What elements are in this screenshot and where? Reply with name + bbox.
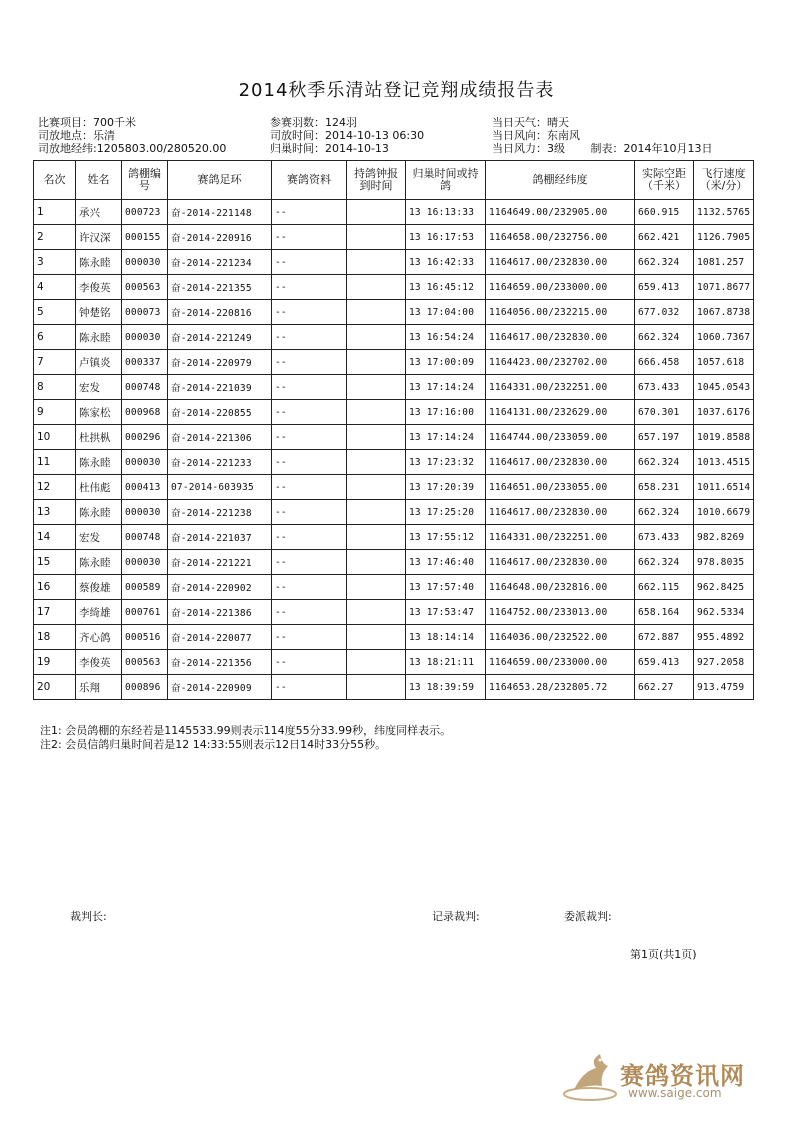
table-cell: 13 17:16:00 [406, 400, 486, 425]
table-cell: 陈永睦 [76, 550, 122, 575]
table-cell [347, 275, 406, 300]
header-distance: 实际空距（千米） [635, 161, 694, 200]
table-cell: 670.301 [635, 400, 694, 425]
table-cell: 13 16:13:33 [406, 200, 486, 225]
table-cell: 宏发 [76, 375, 122, 400]
table-cell: 659.413 [635, 650, 694, 675]
table-cell: 14 [34, 525, 76, 550]
table-cell: 000413 [122, 475, 168, 500]
table-cell: 662.324 [635, 250, 694, 275]
table-cell: 000030 [122, 450, 168, 475]
table-cell: 1060.7367 [694, 325, 754, 350]
table-cell: 奋-2014-221355 [168, 275, 272, 300]
table-cell: 1164648.00/232816.00 [486, 575, 635, 600]
wind-force-value: 当日风力：3级 [492, 142, 565, 155]
table-cell: 13 17:20:39 [406, 475, 486, 500]
table-cell: 13 17:04:00 [406, 300, 486, 325]
table-cell: 000030 [122, 325, 168, 350]
table-row [34, 625, 754, 650]
table-cell: 奋-2014-220902 [168, 575, 272, 600]
table-cell: 1071.8677 [694, 275, 754, 300]
wind-force [492, 142, 713, 155]
header-rank: 名次 [34, 161, 76, 200]
table-cell: 1045.0543 [694, 375, 754, 400]
table-cell: 奋-2014-220855 [168, 400, 272, 425]
table-cell: 1164659.00/233000.00 [486, 275, 635, 300]
table-cell: 1164036.00/232522.00 [486, 625, 635, 650]
table-cell: 1164649.00/232905.00 [486, 200, 635, 225]
table-cell: 齐心鸽 [76, 625, 122, 650]
table-cell: 000516 [122, 625, 168, 650]
table-row [34, 525, 754, 550]
table-cell: -- [272, 425, 347, 450]
table-cell: 18 [34, 625, 76, 650]
table-cell: -- [272, 475, 347, 500]
table-cell: 1067.8738 [694, 300, 754, 325]
table-cell: 962.8425 [694, 575, 754, 600]
table-cell [347, 650, 406, 675]
table-cell: -- [272, 225, 347, 250]
table-cell: 927.2058 [694, 650, 754, 675]
table-cell: 1164651.00/233055.00 [486, 475, 635, 500]
table-cell: 666.458 [635, 350, 694, 375]
table-cell: 13 16:17:53 [406, 225, 486, 250]
table-cell: 1164617.00/232830.00 [486, 550, 635, 575]
table-cell: 000155 [122, 225, 168, 250]
table-cell: 1132.5765 [694, 200, 754, 225]
table-cell: -- [272, 275, 347, 300]
table-cell: 1164617.00/232830.00 [486, 325, 635, 350]
table-cell: 13 [34, 500, 76, 525]
table-cell: -- [272, 375, 347, 400]
table-cell: -- [272, 200, 347, 225]
table-cell: 奋-2014-221386 [168, 600, 272, 625]
table-cell: 奋-2014-220909 [168, 675, 272, 700]
table-cell: 陈家松 [76, 400, 122, 425]
entry-count: 参赛羽数：124羽 [270, 116, 357, 129]
table-cell: 962.5334 [694, 600, 754, 625]
header-name: 姓名 [76, 161, 122, 200]
table-cell: -- [272, 600, 347, 625]
table-row [34, 600, 754, 625]
header-pigeon-info: 赛鸽资料 [272, 161, 347, 200]
table-cell: 奋-2014-221356 [168, 650, 272, 675]
table-cell: 662.324 [635, 325, 694, 350]
table-cell: 662.115 [635, 575, 694, 600]
table-cell: 000748 [122, 375, 168, 400]
notes [40, 724, 451, 752]
made-date: 制表：2014年10月13日 [590, 142, 713, 155]
table-cell: 1164658.00/232756.00 [486, 225, 635, 250]
table-cell: 1164617.00/232830.00 [486, 250, 635, 275]
table-cell: -- [272, 650, 347, 675]
table-cell: 杜拱枞 [76, 425, 122, 450]
table-row [34, 575, 754, 600]
recording-referee-label: 记录裁判: [432, 910, 480, 923]
table-cell: -- [272, 250, 347, 275]
table-cell: 奋-2014-220979 [168, 350, 272, 375]
table-cell: 000337 [122, 350, 168, 375]
watermark-name: 赛鸽资讯网 [620, 1062, 745, 1090]
table-cell: 955.4892 [694, 625, 754, 650]
table-cell: 1164423.00/232702.00 [486, 350, 635, 375]
table-cell: 13 18:21:11 [406, 650, 486, 675]
table-cell: 李俊英 [76, 650, 122, 675]
results-table [33, 160, 754, 700]
table-cell: 677.032 [635, 300, 694, 325]
watermark [560, 1050, 760, 1110]
table-cell [347, 500, 406, 525]
table-cell: -- [272, 300, 347, 325]
table-cell: 陈永睦 [76, 500, 122, 525]
table-cell: 奋-2014-221238 [168, 500, 272, 525]
table-cell: -- [272, 575, 347, 600]
header-return-time: 归巢时间或持鸽 [406, 161, 486, 200]
table-cell: 13 16:42:33 [406, 250, 486, 275]
table-cell: 奋-2014-220916 [168, 225, 272, 250]
chief-referee-label: 裁判长: [70, 910, 107, 923]
header-clock-time: 持鸽钟报到时间 [347, 161, 406, 200]
weather: 当日天气：晴天 [492, 116, 569, 129]
table-cell [347, 600, 406, 625]
table-cell: 7 [34, 350, 76, 375]
table-cell: -- [272, 500, 347, 525]
table-cell [347, 225, 406, 250]
release-coordinates: 司放地经纬:1205803.00/280520.00 [38, 142, 227, 155]
table-cell: 1019.8588 [694, 425, 754, 450]
note-2: 注2: 会员信鸽归巢时间若是12 14:33:55则表示12日14时33分55秒。 [40, 738, 387, 751]
release-location: 司放地点：乐清 [38, 129, 115, 142]
table-cell: 13 17:14:24 [406, 375, 486, 400]
table-cell: 1057.618 [694, 350, 754, 375]
table-cell: 奋-2014-221039 [168, 375, 272, 400]
table-cell [347, 550, 406, 575]
table-cell: 662.421 [635, 225, 694, 250]
table-cell: 1 [34, 200, 76, 225]
table-cell: 19 [34, 650, 76, 675]
table-cell: 6 [34, 325, 76, 350]
table-cell: 1164331.00/232251.00 [486, 375, 635, 400]
table-cell: 8 [34, 375, 76, 400]
table-cell [347, 525, 406, 550]
table-cell: 1164617.00/232830.00 [486, 450, 635, 475]
table-cell [347, 675, 406, 700]
table-row [34, 650, 754, 675]
table-cell: -- [272, 550, 347, 575]
race-distance: 比赛项目：700千米 [38, 116, 136, 129]
table-cell: -- [272, 525, 347, 550]
table-cell: 1164752.00/233013.00 [486, 600, 635, 625]
table-cell: -- [272, 675, 347, 700]
table-cell: 奋-2014-221234 [168, 250, 272, 275]
table-cell: 659.413 [635, 275, 694, 300]
table-cell: 13 16:45:12 [406, 275, 486, 300]
table-cell: 15 [34, 550, 76, 575]
table-cell: 1164744.00/233059.00 [486, 425, 635, 450]
table-cell: 10 [34, 425, 76, 450]
table-cell: -- [272, 400, 347, 425]
table-cell: 奋-2014-221148 [168, 200, 272, 225]
table-cell: -- [272, 450, 347, 475]
note-1: 注1: 会员鸽棚的东经若是1145533.99则表示114度55分33.99秒，纬度同样表示。 [40, 724, 452, 737]
table-cell: 13 17:46:40 [406, 550, 486, 575]
table-row [34, 475, 754, 500]
table-row [34, 225, 754, 250]
table-cell: 000761 [122, 600, 168, 625]
table-cell: 卢镇炎 [76, 350, 122, 375]
header-speed: 飞行速度（米/分） [694, 161, 754, 200]
table-cell [347, 325, 406, 350]
table-cell: 李绮雄 [76, 600, 122, 625]
table-row [34, 675, 754, 700]
table-cell: 1164659.00/233000.00 [486, 650, 635, 675]
table-cell: 13 17:53:47 [406, 600, 486, 625]
pigeon-logo-icon [560, 1050, 620, 1110]
table-cell: 17 [34, 600, 76, 625]
table-cell: 20 [34, 675, 76, 700]
table-cell: 1010.6679 [694, 500, 754, 525]
table-cell: 000030 [122, 500, 168, 525]
table-cell: 657.197 [635, 425, 694, 450]
table-cell: 000030 [122, 550, 168, 575]
wind-direction: 当日风向：东南风 [492, 129, 580, 142]
table-cell: 673.433 [635, 525, 694, 550]
header-coordinates: 鸽棚经纬度 [486, 161, 635, 200]
table-header-row [34, 161, 754, 200]
table-cell: 000073 [122, 300, 168, 325]
table-cell: 蔡俊雄 [76, 575, 122, 600]
table-row [34, 375, 754, 400]
table-cell: 奋-2014-221306 [168, 425, 272, 450]
table-cell: 11 [34, 450, 76, 475]
table-cell [347, 400, 406, 425]
table-cell: 3 [34, 250, 76, 275]
table-row [34, 550, 754, 575]
table-row [34, 450, 754, 475]
table-cell: 662.324 [635, 450, 694, 475]
table-cell: 658.164 [635, 600, 694, 625]
info-column-2 [270, 116, 424, 155]
table-cell: 宏发 [76, 525, 122, 550]
table-row [34, 425, 754, 450]
report-title: 2014秋季乐清站登记竞翔成绩报告表 [238, 80, 555, 101]
table-cell: 16 [34, 575, 76, 600]
table-cell: 000968 [122, 400, 168, 425]
table-cell: -- [272, 625, 347, 650]
table-row [34, 325, 754, 350]
table-cell: 奋-2014-221221 [168, 550, 272, 575]
table-cell: 4 [34, 275, 76, 300]
release-time: 司放时间：2014-10-13 06:30 [270, 129, 425, 142]
table-cell: 1081.257 [694, 250, 754, 275]
table-cell: 1013.4515 [694, 450, 754, 475]
table-cell: 662.27 [635, 675, 694, 700]
table-cell: 13 17:14:24 [406, 425, 486, 450]
table-cell [347, 350, 406, 375]
page-number: 第1页(共1页) [630, 948, 697, 961]
table-cell: 陈永睦 [76, 250, 122, 275]
table-cell: 李俊英 [76, 275, 122, 300]
table-cell: 13 17:00:09 [406, 350, 486, 375]
table-row [34, 250, 754, 275]
header-ring: 赛鸽足环 [168, 161, 272, 200]
table-cell: 673.433 [635, 375, 694, 400]
table-cell: 000563 [122, 275, 168, 300]
table-cell: -- [272, 350, 347, 375]
table-cell: 陈永睦 [76, 325, 122, 350]
table-cell: 982.8269 [694, 525, 754, 550]
table-cell: 1164056.00/232215.00 [486, 300, 635, 325]
table-cell: 000030 [122, 250, 168, 275]
table-cell: 000723 [122, 200, 168, 225]
header-loft-id: 鸽棚编号 [122, 161, 168, 200]
table-cell: 1164617.00/232830.00 [486, 500, 635, 525]
table-cell: 1164653.28/232805.72 [486, 675, 635, 700]
table-cell [347, 300, 406, 325]
table-cell: 承兴 [76, 200, 122, 225]
table-cell: 07-2014-603935 [168, 475, 272, 500]
table-cell: 000589 [122, 575, 168, 600]
table-cell: 钟楚铭 [76, 300, 122, 325]
table-cell: 13 18:39:59 [406, 675, 486, 700]
table-cell: 13 17:23:32 [406, 450, 486, 475]
table-cell: 000296 [122, 425, 168, 450]
table-cell [347, 375, 406, 400]
info-column-3 [492, 116, 713, 155]
table-cell [347, 425, 406, 450]
table-cell: 1037.6176 [694, 400, 754, 425]
table-cell [347, 475, 406, 500]
table-cell: 13 17:25:20 [406, 500, 486, 525]
table-cell: 12 [34, 475, 76, 500]
table-cell: 1126.7905 [694, 225, 754, 250]
table-cell: 913.4759 [694, 675, 754, 700]
table-cell: 672.887 [635, 625, 694, 650]
table-row [34, 200, 754, 225]
table-cell: 乐翔 [76, 675, 122, 700]
table-row [34, 275, 754, 300]
return-date: 归巢时间：2014-10-13 [270, 142, 389, 155]
table-cell: 许汉深 [76, 225, 122, 250]
table-cell: 杜伟彪 [76, 475, 122, 500]
table-cell: 13 17:57:40 [406, 575, 486, 600]
table-cell: 1164131.00/232629.00 [486, 400, 635, 425]
table-row [34, 500, 754, 525]
table-cell: 1164331.00/232251.00 [486, 525, 635, 550]
table-cell: 13 16:54:24 [406, 325, 486, 350]
table-row [34, 300, 754, 325]
table-cell: 000748 [122, 525, 168, 550]
table-cell: 660.915 [635, 200, 694, 225]
table-cell: 000563 [122, 650, 168, 675]
table-cell: 662.324 [635, 500, 694, 525]
table-cell: 奋-2014-220077 [168, 625, 272, 650]
table-cell: 1011.6514 [694, 475, 754, 500]
table-cell: 5 [34, 300, 76, 325]
table-cell [347, 200, 406, 225]
table-row [34, 350, 754, 375]
table-cell: 2 [34, 225, 76, 250]
table-cell: 奋-2014-220816 [168, 300, 272, 325]
table-cell: 658.231 [635, 475, 694, 500]
table-cell [347, 625, 406, 650]
table-cell: 奋-2014-221037 [168, 525, 272, 550]
watermark-url: www.saige.com [628, 1086, 722, 1100]
table-cell: 978.8035 [694, 550, 754, 575]
table-cell [347, 250, 406, 275]
table-cell [347, 575, 406, 600]
table-cell: 000896 [122, 675, 168, 700]
table-cell: 奋-2014-221233 [168, 450, 272, 475]
table-cell: 陈永睦 [76, 450, 122, 475]
delegated-referee-label: 委派裁判: [564, 910, 612, 923]
info-column-1 [38, 116, 226, 155]
table-cell: 13 17:55:12 [406, 525, 486, 550]
table-cell: 13 18:14:14 [406, 625, 486, 650]
table-cell [347, 450, 406, 475]
table-cell: -- [272, 325, 347, 350]
table-cell: 奋-2014-221249 [168, 325, 272, 350]
table-cell: 9 [34, 400, 76, 425]
table-row [34, 400, 754, 425]
table-cell: 662.324 [635, 550, 694, 575]
